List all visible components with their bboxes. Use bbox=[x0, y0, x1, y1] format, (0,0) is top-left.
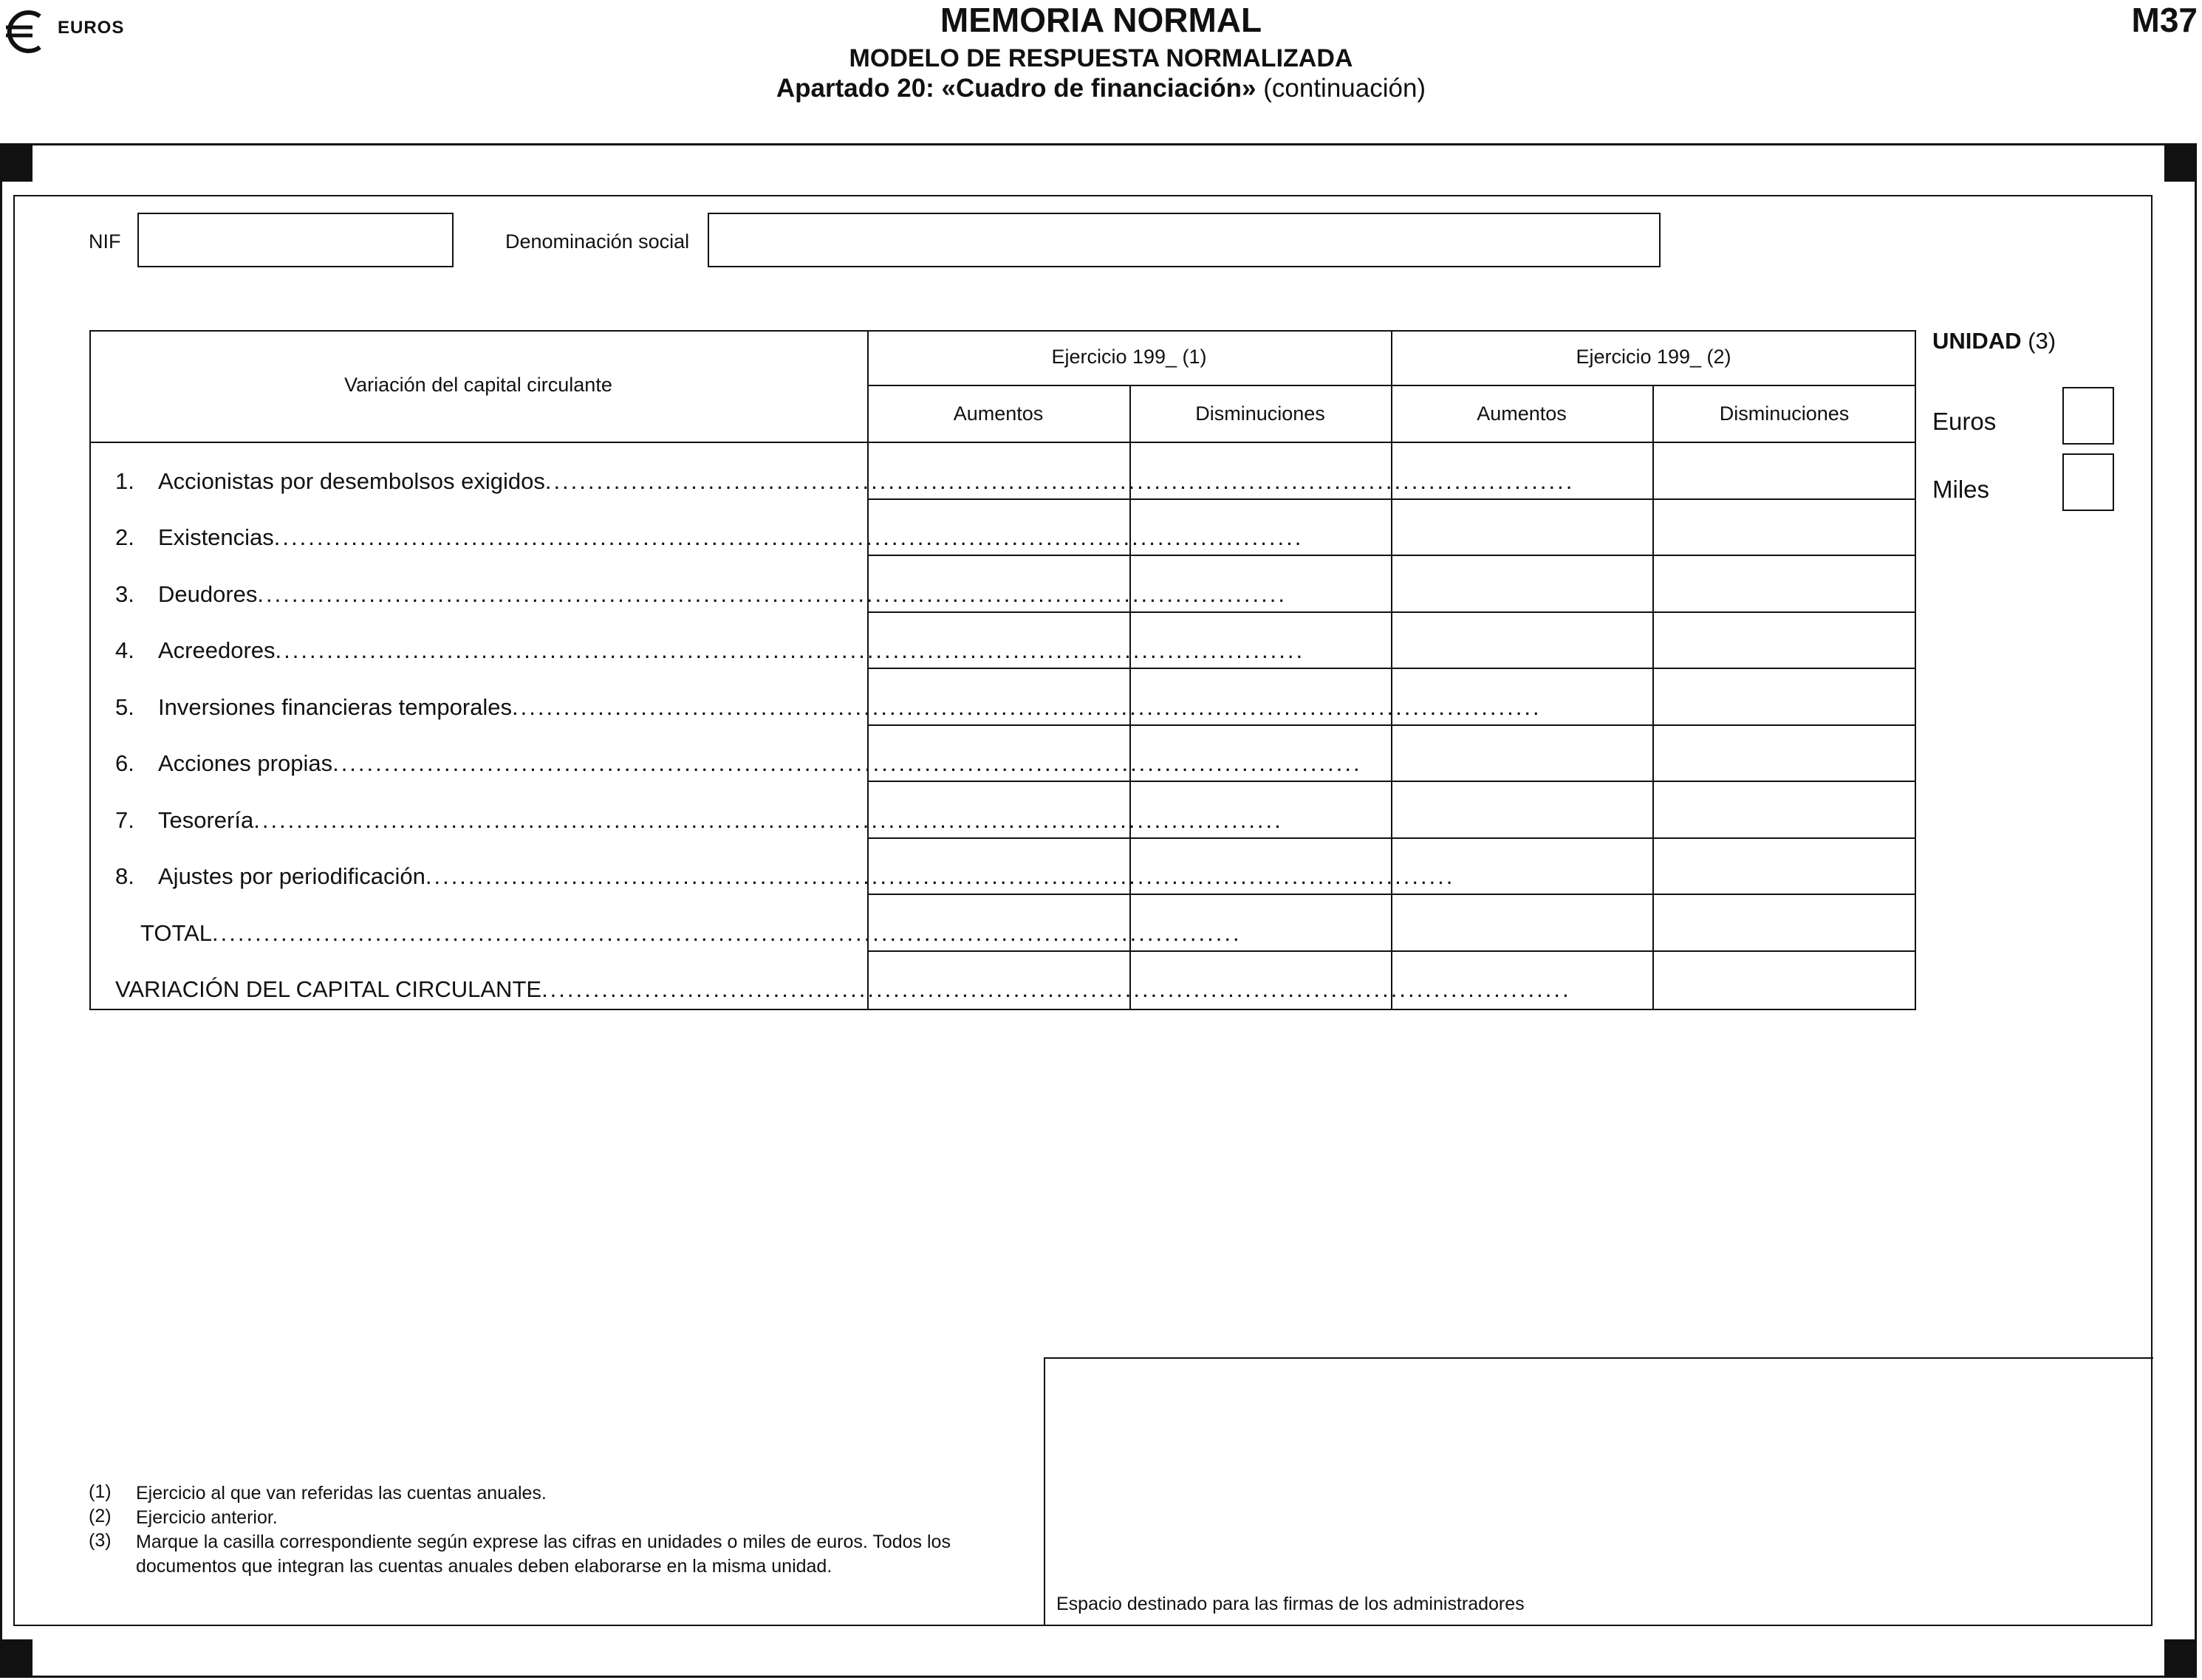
corner-mark-top-right bbox=[2164, 143, 2197, 182]
leader-dots: ........................................................................................................................ bbox=[544, 468, 1575, 494]
row-label: Existencias bbox=[158, 524, 274, 550]
row-number: 5. bbox=[115, 694, 134, 720]
p1-decrease-header: Disminuciones bbox=[1195, 402, 1325, 425]
nif-label: NIF bbox=[89, 230, 121, 253]
footnote-text: Ejercicio al que van referidas las cuentas anuales. bbox=[136, 1483, 547, 1504]
unit-miles-label: Miles bbox=[1932, 476, 1990, 503]
row-line bbox=[867, 555, 1916, 556]
row-line bbox=[867, 498, 1916, 500]
row-line bbox=[867, 950, 1916, 952]
unit-euros-checkbox[interactable] bbox=[2062, 387, 2114, 445]
footnote-number: (3) bbox=[89, 1530, 112, 1551]
leader-dots: ........................................................................................................................ bbox=[212, 920, 1242, 946]
row-label: Tesorería bbox=[158, 807, 254, 833]
row-label: TOTAL bbox=[140, 920, 213, 946]
row-label: Inversiones financieras temporales bbox=[158, 694, 513, 720]
capital-variation-table bbox=[89, 330, 1916, 1010]
page-title: MEMORIA NORMAL bbox=[940, 1, 1262, 39]
row-line bbox=[867, 724, 1916, 726]
footnote-number: (2) bbox=[89, 1506, 112, 1526]
row-label: Acciones propias bbox=[158, 750, 333, 776]
currency-label: EUROS bbox=[58, 18, 125, 38]
capital-variation-row bbox=[115, 976, 1571, 1003]
row-number: 7. bbox=[115, 807, 134, 833]
table-title-header: Variación del capital circulante bbox=[344, 374, 612, 396]
row-label: Accionistas por desembolsos exigidos bbox=[158, 468, 545, 494]
unit-heading-ref: (3) bbox=[2028, 328, 2056, 354]
col-divider-p2 bbox=[1652, 385, 1654, 1010]
leader-dots: ........................................................................................................................ bbox=[253, 807, 1283, 833]
unit-heading-bold: UNIDAD bbox=[1932, 328, 2022, 354]
header-divider-bottom bbox=[89, 442, 1916, 443]
row-number: 2. bbox=[115, 524, 134, 550]
form-code: M37 bbox=[2131, 1, 2198, 39]
nif-field[interactable] bbox=[137, 213, 454, 267]
col-divider-period bbox=[1391, 330, 1392, 1010]
table-row bbox=[158, 863, 1455, 890]
unit-euros-label: Euros bbox=[1932, 408, 1997, 435]
leader-dots: ........................................................................................................................ bbox=[273, 524, 1304, 550]
corner-mark-bottom-left bbox=[0, 1639, 33, 1678]
company-name-label: Denominación social bbox=[505, 230, 690, 253]
row-number: 6. bbox=[115, 750, 134, 776]
table-row bbox=[158, 807, 1283, 834]
row-label: Deudores bbox=[158, 581, 258, 607]
footnote-text: Ejercicio anterior. bbox=[136, 1507, 278, 1528]
section-heading-rest: (continuación) bbox=[1263, 74, 1426, 103]
footnote-text: Marque la casilla correspondiente según exprese las cifras en unidades o miles de euros. Todos los bbox=[136, 1532, 951, 1552]
row-line bbox=[867, 781, 1916, 782]
p1-increase-header: Aumentos bbox=[953, 402, 1044, 425]
signature-area[interactable] bbox=[1044, 1357, 2153, 1626]
leader-dots: ........................................................................................................................ bbox=[257, 581, 1287, 607]
header-divider-mid bbox=[867, 385, 1916, 386]
company-name-field[interactable] bbox=[708, 213, 1661, 267]
row-number: 3. bbox=[115, 581, 134, 607]
row-line bbox=[867, 611, 1916, 613]
unit-heading bbox=[1932, 328, 2056, 354]
footnote-number: (1) bbox=[89, 1481, 112, 1502]
row-line bbox=[867, 894, 1916, 895]
period-1-header: Ejercicio 199_ (1) bbox=[1051, 346, 1207, 368]
row-line bbox=[867, 668, 1916, 669]
row-number: 1. bbox=[115, 468, 134, 494]
table-row bbox=[158, 468, 1575, 495]
period-2-header: Ejercicio 199_ (2) bbox=[1576, 346, 1731, 368]
table-row bbox=[158, 694, 1542, 721]
row-label: Ajustes por periodificación bbox=[158, 863, 425, 889]
table-row bbox=[158, 581, 1287, 608]
row-line bbox=[867, 837, 1916, 839]
leader-dots: ........................................................................................................................ bbox=[275, 637, 1305, 663]
row-label: Acreedores bbox=[158, 637, 276, 663]
row-label: VARIACIÓN DEL CAPITAL CIRCULANTE bbox=[115, 976, 542, 1002]
row-number: 8. bbox=[115, 863, 134, 889]
page-subtitle: MODELO DE RESPUESTA NORMALIZADA bbox=[849, 44, 1353, 72]
col-divider-label bbox=[867, 330, 869, 1010]
leader-dots: ........................................................................................................................ bbox=[332, 750, 1362, 776]
section-heading bbox=[0, 74, 2202, 103]
table-row bbox=[158, 637, 1305, 664]
signature-label: Espacio destinado para las firmas de los administradores bbox=[1056, 1594, 1525, 1614]
table-row bbox=[158, 524, 1304, 551]
p2-increase-header: Aumentos bbox=[1477, 402, 1567, 425]
p2-decrease-header: Disminuciones bbox=[1719, 402, 1850, 425]
total-row bbox=[140, 920, 1242, 947]
leader-dots: ........................................................................................................................ bbox=[512, 694, 1542, 720]
section-heading-bold: Apartado 20: «Cuadro de financiación» bbox=[776, 74, 1256, 103]
row-number: 4. bbox=[115, 637, 134, 663]
corner-mark-bottom-right bbox=[2164, 1639, 2197, 1678]
leader-dots: ........................................................................................................................ bbox=[541, 976, 1571, 1002]
table-row bbox=[158, 750, 1362, 777]
footnote-text: documentos que integran las cuentas anuales deben elaborarse en la misma unidad. bbox=[136, 1556, 832, 1577]
unit-miles-checkbox[interactable] bbox=[2062, 453, 2114, 511]
leader-dots: ........................................................................................................................ bbox=[425, 863, 1455, 889]
corner-mark-top-left bbox=[0, 143, 33, 182]
